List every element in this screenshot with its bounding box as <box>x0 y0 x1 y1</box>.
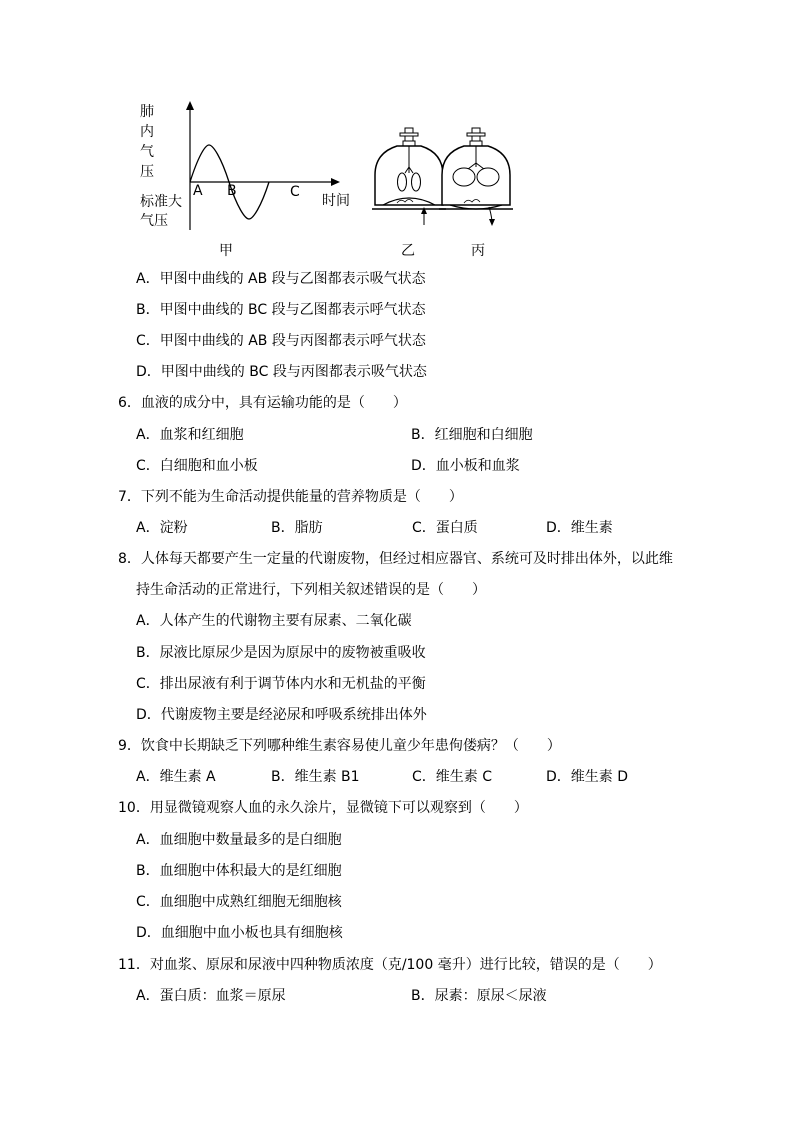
q11-option-b[interactable]: B．尿素：原尿＜尿液 <box>411 988 547 1004</box>
q9-option-a[interactable]: A．维生素 A <box>136 769 216 785</box>
q10-stem: 10．用显微镜观察人血的永久涂片，显微镜下可以观察到（ ） <box>118 800 528 816</box>
x-axis-label: 时间 <box>322 193 350 209</box>
y-axis-label-char: 压 <box>140 164 154 180</box>
q8-option-b[interactable]: B．尿液比原尿少是因为原尿中的废物被重吸收 <box>136 645 426 661</box>
y-axis-label-char: 内 <box>140 124 154 140</box>
q8-stem-line2: 持生命活动的正常进行，下列相关叙述错误的是（ ） <box>136 582 486 598</box>
caption-jia: 甲 <box>219 243 233 259</box>
baseline-label: 标准大 <box>140 194 182 210</box>
q11-stem: 11．对血浆、原尿和尿液中四种物质浓度（克/100 毫升）进行比较，错误的是（ ） <box>118 957 662 973</box>
caption-bing: 丙 <box>471 243 485 259</box>
q8-stem-line1: 8．人体每天都要产生一定量的代谢废物，但经过相应器官、系统可及时排出体外，以此维 <box>118 551 673 567</box>
q9-option-b[interactable]: B．维生素 B1 <box>271 769 360 785</box>
q6-option-c[interactable]: C．白细胞和血小板 <box>136 458 258 474</box>
q9-stem: 9．饮食中长期缺乏下列哪种维生素容易使儿童少年患佝偻病？（ ） <box>118 738 561 754</box>
q9-option-d[interactable]: D．维生素 D <box>546 769 629 785</box>
bell-jar-bing <box>439 128 513 226</box>
y-axis-label-char: 气 <box>140 144 154 160</box>
q6-option-a[interactable]: A．血浆和红细胞 <box>136 427 244 443</box>
q8-option-a[interactable]: A．人体产生的代谢物主要有尿素、二氧化碳 <box>136 613 412 629</box>
point-label-a: A <box>193 183 203 199</box>
q7-stem: 7．下列不能为生命活动提供能量的营养物质是（ ） <box>118 489 463 505</box>
q8-option-d[interactable]: D．代谢废物主要是经泌尿和呼吸系统排出体外 <box>136 707 427 723</box>
q10-option-a[interactable]: A．血细胞中数量最多的是白细胞 <box>136 832 342 848</box>
q7-option-d[interactable]: D．维生素 <box>546 520 613 536</box>
q6-stem: 6．血液的成分中，具有运输功能的是（ ） <box>118 395 407 411</box>
baseline-label: 气压 <box>140 213 168 229</box>
x-axis-arrow <box>331 178 340 186</box>
q10-option-d[interactable]: D．血细胞中血小板也具有细胞核 <box>136 925 343 941</box>
q10-option-b[interactable]: B．血细胞中体积最大的是红细胞 <box>136 863 342 879</box>
q6-option-b[interactable]: B．红细胞和白细胞 <box>411 427 533 443</box>
q5-option-b[interactable]: B．甲图中曲线的 BC 段与乙图都表示呼气状态 <box>136 302 426 318</box>
q8-option-c[interactable]: C．排出尿液有利于调节体内水和无机盐的平衡 <box>136 676 426 692</box>
q7-option-b[interactable]: B．脂肪 <box>271 520 323 536</box>
caption-yi: 乙 <box>401 243 415 259</box>
bell-jar-yi <box>372 128 446 225</box>
q10-option-c[interactable]: C．血细胞中成熟红细胞无细胞核 <box>136 894 342 910</box>
q5-option-d[interactable]: D．甲图中曲线的 BC 段与丙图都表示吸气状态 <box>136 364 427 380</box>
y-axis-arrow <box>186 101 194 110</box>
respiration-figure <box>135 95 535 265</box>
point-label-c: C <box>290 184 300 200</box>
point-label-b: B <box>227 183 237 199</box>
q11-option-a[interactable]: A．蛋白质：血浆＝原尿 <box>136 988 286 1004</box>
q7-option-c[interactable]: C．蛋白质 <box>412 520 478 536</box>
q5-option-c[interactable]: C．甲图中曲线的 AB 段与丙图都表示呼气状态 <box>136 333 426 349</box>
y-axis-label-char: 肺 <box>140 104 154 120</box>
q7-option-a[interactable]: A．淀粉 <box>136 520 188 536</box>
q5-option-a[interactable]: A．甲图中曲线的 AB 段与乙图都表示吸气状态 <box>136 271 426 287</box>
q6-option-d[interactable]: D．血小板和血浆 <box>411 458 520 474</box>
q9-option-c[interactable]: C．维生素 C <box>412 769 493 785</box>
